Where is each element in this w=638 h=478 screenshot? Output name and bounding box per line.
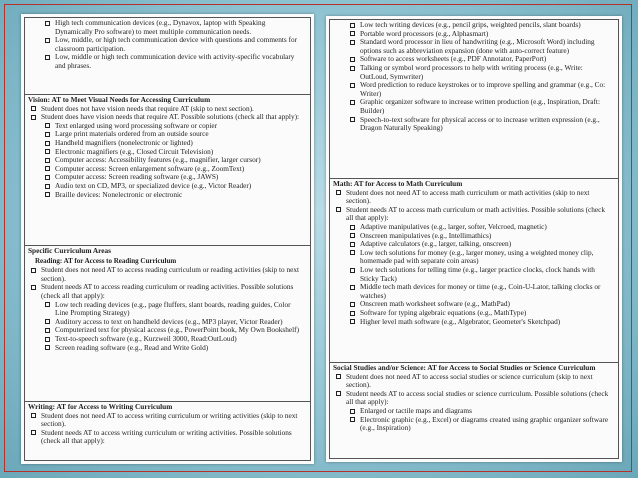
checkbox[interactable] [45, 55, 50, 60]
checklist-item-label: Student does have vision needs that require AT. Possible solutions (check all that apply): [41, 112, 300, 122]
checkbox[interactable] [336, 207, 341, 212]
checklist-item-label: Computer access: Screen enlargement software (e.g., ZoomText) [55, 163, 245, 173]
checklist-item-label: Computer access: Accessibility features (e.g., magnifier, larger cursor) [55, 155, 261, 165]
checkbox[interactable] [350, 225, 355, 230]
checkbox[interactable] [350, 31, 355, 36]
checkbox[interactable] [45, 38, 50, 43]
checklist-item-label: Onscreen math worksheet software (e.g., MathPad) [360, 299, 510, 309]
checkbox[interactable] [31, 430, 36, 435]
section-heading: Specific Curriculum Areas [28, 246, 111, 255]
form-border-right [329, 19, 619, 459]
checkbox[interactable] [45, 158, 50, 163]
checkbox[interactable] [350, 302, 355, 307]
checkbox[interactable] [45, 175, 50, 180]
communication-continued-section [25, 19, 310, 71]
checklist-item-label: Talking or symbol word processors to help with writing process (e.g., Write: OutLoud, Symwriter) [360, 62, 583, 81]
checklist-item-label: Handheld magnifiers (nonelectronic or lighted) [55, 137, 193, 147]
subsection-heading: Reading: AT for Access to Reading Curriculum [35, 256, 177, 265]
document-page-right [326, 16, 622, 462]
checkbox[interactable] [45, 319, 50, 324]
checklist-item-label: Student needs AT to access math curriculum or math activities. Possible solutions (check all that apply): [346, 204, 606, 223]
checkbox[interactable] [45, 141, 50, 146]
checklist-item-label: Student needs AT to access reading curriculum or reading activities. Possible solutions (check all that apply): [41, 282, 294, 300]
checklist-item-label: Low tech solutions for money (e.g., larger money, using a weighted money clip, homemade pad with separate coin areas) [360, 247, 594, 266]
checklist-item-label: Higher level math software (e.g., Algebrator, Geometer's Sketchpad) [360, 316, 561, 326]
checkbox[interactable] [336, 374, 341, 379]
checklist-item-label: Student needs AT to access writing curriculum or writing activities. Possible solutions (check all that apply): [41, 427, 292, 446]
checkbox[interactable] [31, 413, 36, 418]
checklist-item-label: Word prediction to reduce keystrokes or to improve spelling and grammar (e.g., Co: Writer) [360, 80, 606, 98]
checkbox[interactable] [350, 83, 355, 88]
checklist-item-label: Electronic graphic (e.g., Excel) or diagrams created using graphic organizer software (e.g., Inspiration) [360, 414, 609, 433]
document-page-left [21, 14, 314, 464]
social-studies-section [330, 362, 618, 433]
checkbox[interactable] [336, 190, 341, 195]
checklist-item-label: Student does not need AT to access math curriculum or math activities (skip to next section). [346, 187, 590, 206]
checkbox[interactable] [45, 328, 50, 333]
checklist-item-label: Low tech solutions for telling time (e.g., larger practice clocks, clock hands with Sticky Tack) [360, 264, 595, 283]
checklist-item-label: Onscreen manipulatives (e.g., Intellimathics) [360, 230, 492, 240]
form-border-left [24, 17, 311, 461]
checkbox[interactable] [350, 242, 355, 247]
checkbox[interactable] [350, 250, 355, 255]
checklist-item-label: Text enlarged using word processing software or copier [55, 120, 218, 130]
checklist-item-label: Student does not need AT to access social studies or science curriculum (skip to next section). [346, 371, 593, 390]
checkbox[interactable] [350, 311, 355, 316]
checklist-item-label: Auditory access to text on handheld devices (e.g., MP3 player, Victor Reader) [55, 316, 283, 326]
checkbox[interactable] [45, 192, 50, 197]
checklist-item-label: Computer access: Screen reading software (e.g., JAWS) [55, 172, 219, 182]
checkbox[interactable] [45, 149, 50, 154]
checklist-item-label: Software to access worksheets (e.g., PDF Annotator, PaperPort) [360, 54, 547, 64]
checklist-item-label: Software for typing algebraic equations (e.g., MathType) [360, 307, 527, 317]
checklist-item-label: Large print materials ordered from an outside source [55, 129, 209, 139]
checkbox[interactable] [45, 184, 50, 189]
checkbox[interactable] [350, 57, 355, 62]
checkbox[interactable] [350, 268, 355, 273]
checkbox[interactable] [350, 66, 355, 71]
checklist-item-label: Student needs AT to access social studies or science curriculum. Possible solutions (check all that apply): [346, 388, 609, 407]
section-heading: Vision: AT to Meet Visual Needs for Accessing Curriculum [28, 95, 211, 104]
checkbox[interactable] [350, 100, 355, 105]
checkbox[interactable] [350, 409, 355, 414]
vision-section [25, 94, 310, 199]
checklist-item-label: Low tech writing devices (e.g., pencil grips, weighted pencils, slant boards) [360, 20, 581, 29]
checklist-item-label: Low, middle or high tech communication device with activity-specific vocabulary and phrases. [55, 52, 295, 70]
checklist-item-label: Low, middle, or high tech communication device with questions and comments for classroom participation. [55, 35, 298, 53]
checklist-item-label: Portable word processors (e.g., Alphasmart) [360, 28, 489, 38]
checkbox[interactable] [350, 319, 355, 324]
checkbox[interactable] [336, 391, 341, 396]
checkbox[interactable] [350, 117, 355, 122]
checkbox[interactable] [45, 337, 50, 342]
math-section [330, 178, 618, 326]
section-heading: Social Studies and/or Science: AT for Access to Social Studies or Science Curriculum [333, 363, 596, 372]
checkbox[interactable] [31, 115, 36, 120]
checkbox[interactable] [31, 106, 36, 111]
checklist-item-label: Computerized text for physical access (e.g., PowerPoint book, My Own Bookshelf) [55, 325, 299, 335]
checklist-item-label: Braille devices: Nonelectronic or electronic [55, 189, 183, 199]
checkbox[interactable] [350, 23, 355, 28]
section-heading: Writing: AT for Access to Writing Curriculum [28, 402, 173, 411]
checkbox[interactable] [350, 40, 355, 45]
section-heading: Math: AT for Access to Math Curriculum [333, 179, 463, 188]
checklist-item-label: Audio text on CD, MP3, or specialized device (e.g., Victor Reader) [55, 180, 252, 190]
checklist-item-label: Adaptive calculators (e.g., larger, talking, onscreen) [360, 239, 512, 249]
checkbox[interactable] [45, 166, 50, 171]
checkbox[interactable] [31, 268, 36, 273]
checklist-item-label: Adaptive manipulatives (e.g., larger, softer, Velcroed, magnetic) [360, 221, 547, 231]
checkbox[interactable] [350, 233, 355, 238]
checkbox[interactable] [45, 123, 50, 128]
checklist-item-label: Speech-to-text software for physical access or to increase written expression (e.g., Dragon Naturally Speaking) [360, 114, 600, 133]
checkbox[interactable] [45, 302, 50, 307]
checklist-item-label: Standard word processor in lieu of handwriting (e.g., Microsoft Word) including options such as abbreviation expansion (done with auto-correct feature) [360, 37, 595, 55]
checklist-item-label: High tech communication devices (e.g., Dynavox, laptop with Speaking Dynamically Pro software) to meet multiple communication needs. [55, 18, 266, 36]
writing-section [25, 401, 310, 446]
checklist-item-label: Electronic magnifiers (e.g., Closed Circuit Television) [55, 146, 214, 156]
checkbox[interactable] [31, 285, 36, 290]
checklist-item-label: Text-to-speech software (e.g., Kurzweil 3000, Read:OutLoud) [55, 333, 237, 343]
checkbox[interactable] [350, 417, 355, 422]
checklist-item-label: Low tech reading devices (e.g., page fluffers, slant boards, reading guides, Color Line Prompting Strategy) [55, 299, 291, 318]
checklist-item-label: Screen reading software (e.g., Read and Write Gold) [55, 342, 209, 352]
writing-continued-section [330, 21, 618, 133]
checklist-item-label: Graphic organizer software to increase written production (e.g., Inspiration, Draft: Builder) [360, 97, 600, 115]
checkbox[interactable] [45, 345, 50, 350]
checklist-item-label: Enlarged or tactile maps and diagrams [360, 405, 472, 415]
curriculum-section [25, 245, 310, 352]
checkbox[interactable] [350, 285, 355, 290]
checklist-item-label: Student does not need AT to access writing curriculum or writing activities (skip to next section). [41, 410, 298, 429]
checkbox[interactable] [45, 132, 50, 137]
checklist-item-label: Middle tech math devices for money or time (e.g., Coin-U-Lator, talking clocks or watches) [360, 282, 601, 300]
checklist-item-label: Student does not have vision needs that require AT (skip to next section). [41, 103, 254, 113]
checkbox[interactable] [45, 21, 50, 26]
checklist-item-label: Student does not need AT to access reading curriculum or reading activities (skip to next section). [41, 265, 300, 283]
